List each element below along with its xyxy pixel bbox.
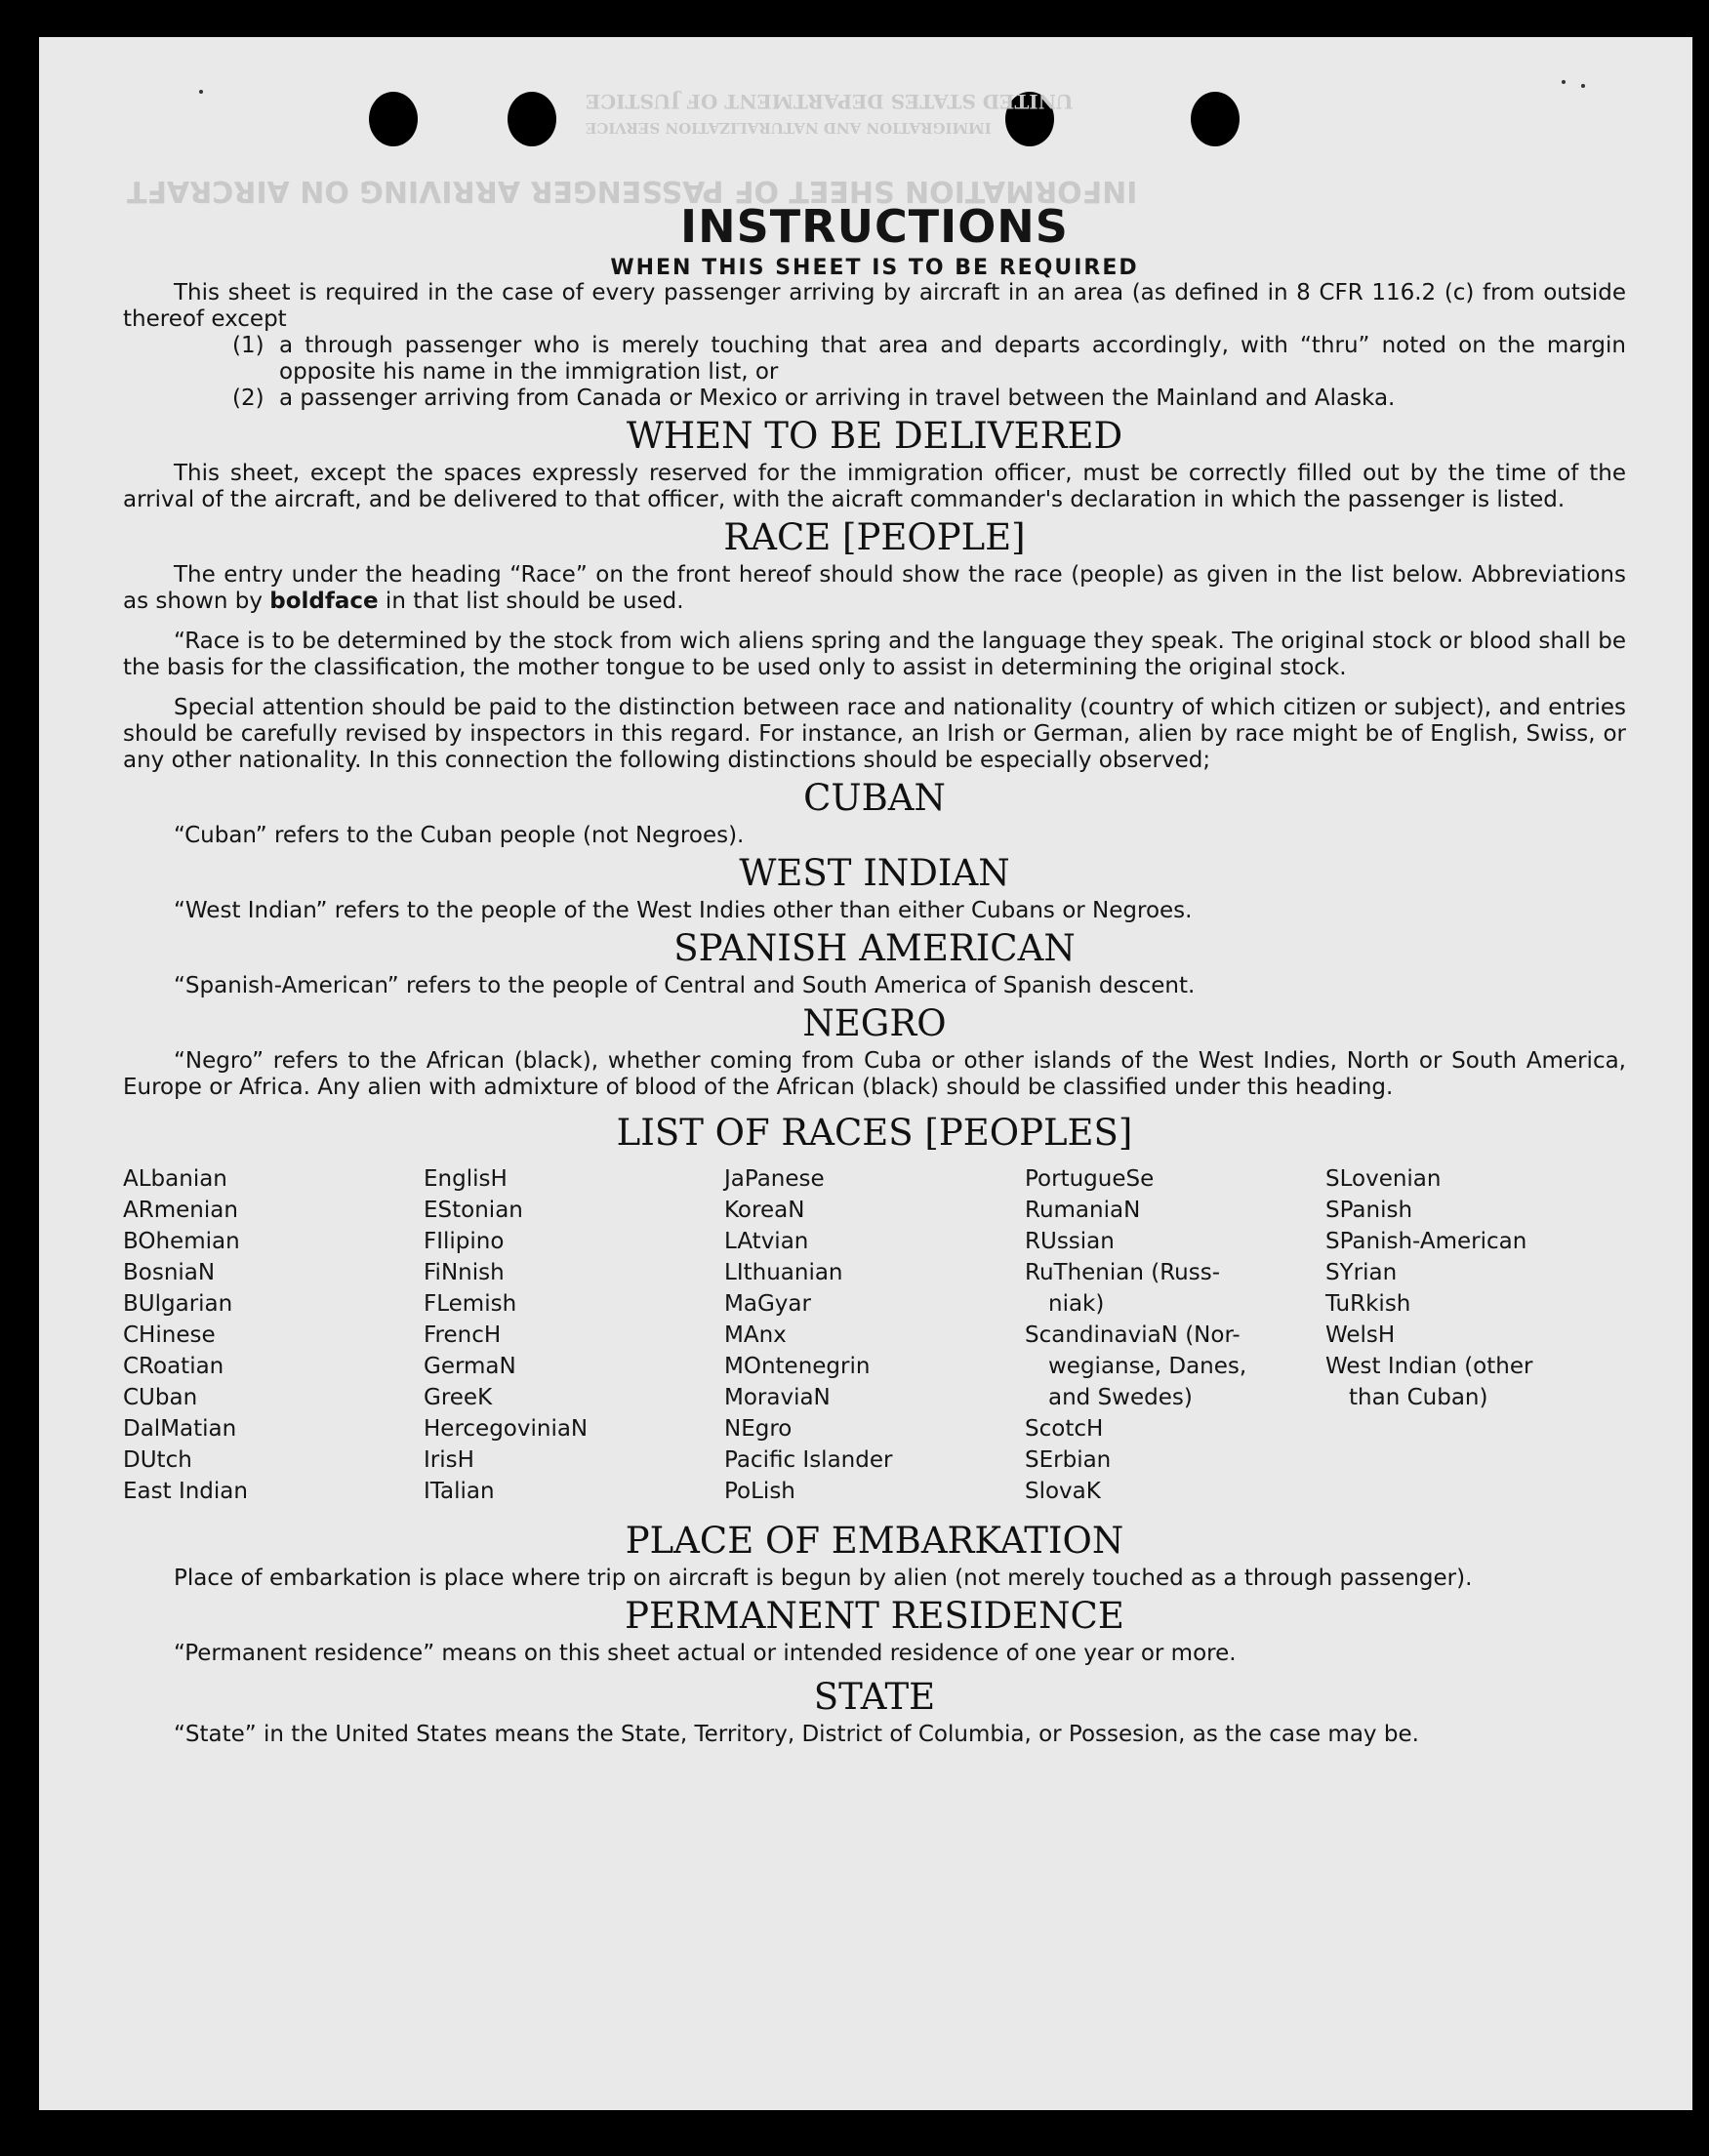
text-run: in that list should be used.	[378, 589, 684, 614]
race-entry: BosniaN	[123, 1260, 216, 1285]
heading-negro: NEGRO	[802, 1002, 947, 1044]
race-entry: ALbanian	[123, 1166, 227, 1192]
races-column	[424, 1163, 724, 1507]
race-entry: SErbian	[1025, 1447, 1112, 1473]
race-entry: DUtch	[123, 1447, 192, 1473]
race-entry: RuThenian (Russ-	[1025, 1260, 1221, 1285]
bold-word: boldface	[269, 589, 379, 614]
bleed-through-header: UNITED STATES DEPARTMENT OF JUSTICE	[586, 90, 1074, 113]
race-entry: West Indian (other	[1325, 1354, 1533, 1379]
race-entry: HercegoviniaN	[424, 1416, 589, 1442]
race-entry: CHinese	[123, 1322, 216, 1348]
races-table	[123, 1163, 1626, 1507]
race-entry: FIlipino	[424, 1229, 505, 1254]
race-entry: KoreaN	[724, 1198, 805, 1223]
paragraph-race-1	[123, 562, 1626, 615]
races-column	[123, 1163, 424, 1507]
race-entry: CUban	[123, 1385, 198, 1410]
race-entry: ITalian	[424, 1479, 495, 1504]
speck	[1562, 80, 1566, 84]
paragraph-state: “State” in the United States means the State, Territory, District of Columbia, or Possesion, as the case may be.	[174, 1722, 1419, 1747]
race-entry: ARmenian	[123, 1198, 238, 1223]
race-entry: GermaN	[424, 1354, 516, 1379]
race-entry: niak)	[1048, 1291, 1105, 1317]
paragraph-west-indian: “West Indian” refers to the people of the West Indies other than either Cubans or Negroes.	[174, 898, 1193, 923]
race-entry: than Cuban)	[1349, 1385, 1488, 1410]
race-entry: RumaniaN	[1025, 1198, 1141, 1223]
race-entry: SlovaK	[1025, 1479, 1101, 1504]
races-column	[1025, 1163, 1325, 1507]
race-entry: ScotcH	[1025, 1416, 1104, 1442]
punch-hole	[1191, 92, 1240, 146]
list-item	[232, 333, 1626, 386]
paragraph-race-2: “Race is to be determined by the stock from wich aliens spring and the language they speak. The original stock or blood shall be the basis for the classification, the mother tongue to be used only to assist in determining the original stock.	[123, 629, 1626, 680]
race-entry: SPanish	[1325, 1198, 1413, 1223]
heading-when-delivered: WHEN TO BE DELIVERED	[626, 415, 1123, 457]
race-entry: PortugueSe	[1025, 1166, 1155, 1192]
race-entry: MAnx	[724, 1322, 787, 1348]
speck	[199, 90, 203, 94]
heading-permanent-residence: PERMANENT RESIDENCE	[625, 1595, 1124, 1637]
list-text: a through passenger who is merely touching that area and departs accordingly, with “thru” noted on the margin opposite his name in the immigration list, or	[279, 333, 1626, 385]
paragraph-requirement: This sheet is required in the case of every passenger arriving by aircraft in an area (as defined in 8 CFR 116.2 (c) from outside thereof except	[123, 280, 1626, 332]
race-entry: BOhemian	[123, 1229, 240, 1254]
race-entry: NEgro	[724, 1416, 793, 1442]
list-number: (1)	[232, 333, 264, 358]
heading-spanish-american: SPANISH AMERICAN	[673, 927, 1076, 969]
races-column	[1325, 1163, 1626, 1507]
list-number: (2)	[232, 386, 264, 411]
race-entry: and Swedes)	[1048, 1385, 1193, 1410]
punch-hole	[369, 92, 418, 146]
race-entry: SLovenian	[1325, 1166, 1442, 1192]
text-run: The entry under the heading “Race” on the front hereof should show the race (people) as given in the list below. Abbreviations as shown by	[123, 562, 1626, 614]
heading-list-of-races: LIST OF RACES [PEOPLES]	[616, 1112, 1133, 1154]
race-entry: CRoatian	[123, 1354, 224, 1379]
heading-state: STATE	[813, 1676, 936, 1718]
race-entry: LIthuanian	[724, 1260, 843, 1285]
heading-place-of-embarkation: PLACE OF EMBARKATION	[625, 1520, 1124, 1562]
race-entry: WelsH	[1325, 1322, 1396, 1348]
race-entry: SYrian	[1325, 1260, 1398, 1285]
race-entry: wegianse, Danes,	[1048, 1354, 1247, 1379]
paragraph-delivered: This sheet, except the spaces expressly reserved for the immigration officer, must be correctly filled out by the time of the arrival of the aircraft, and be delivered to that officer, with the aicraft commander's declaration in which the passenger is listed.	[123, 461, 1626, 512]
race-entry: East Indian	[123, 1479, 248, 1504]
race-entry: LAtvian	[724, 1229, 809, 1254]
race-entry: EnglisH	[424, 1166, 508, 1192]
race-entry: SPanish-American	[1325, 1229, 1527, 1254]
bleed-through-title: INFORMATION SHEET OF PASSENGER ARRIVING ON AIRCRAFT	[127, 174, 1138, 208]
race-entry: FLemish	[424, 1291, 517, 1317]
heading-west-indian: WEST INDIAN	[739, 852, 1010, 894]
race-entry: TuRkish	[1325, 1291, 1411, 1317]
races-column	[724, 1163, 1025, 1507]
race-entry: ScandinaviaN (Nor-	[1025, 1322, 1241, 1348]
page-subtitle: WHEN THIS SHEET IS TO BE REQUIRED	[610, 256, 1139, 280]
race-entry: MaGyar	[724, 1291, 811, 1317]
paragraph-cuban: “Cuban” refers to the Cuban people (not Negroes).	[174, 823, 745, 848]
punch-hole	[508, 92, 556, 146]
race-entry: MOntenegrin	[724, 1354, 871, 1379]
race-entry: JaPanese	[724, 1166, 825, 1192]
speck	[1581, 84, 1585, 88]
heading-cuban: CUBAN	[803, 777, 946, 819]
document-sheet	[39, 37, 1692, 2110]
race-entry: Pacific Islander	[724, 1447, 893, 1473]
paragraph-residence: “Permanent residence” means on this sheet actual or intended residence of one year or more.	[174, 1641, 1237, 1666]
race-entry: FiNnish	[424, 1260, 505, 1285]
race-entry: EStonian	[424, 1198, 523, 1223]
race-entry: FrencH	[424, 1322, 502, 1348]
race-entry: RUssian	[1025, 1229, 1115, 1254]
paragraph-race-3: Special attention should be paid to the distinction between race and nationality (country of which citizen or subject), and entries should be carefully revised by inspectors in this regard. For instance, an Irish or German, alien by race might be of English, Swiss, or any other nationality. In this connection the following distinctions should be especially observed;	[123, 695, 1626, 773]
heading-race: RACE [PEOPLE]	[723, 516, 1026, 558]
list-text: a passenger arriving from Canada or Mexico or arriving in travel between the Mainland and Alaska.	[279, 386, 1396, 411]
paragraph-spanish-american: “Spanish-American” refers to the people of Central and South America of Spanish descent.	[174, 973, 1196, 998]
bleed-through-subheader: IMMIGRATION AND NATURALIZATION SERVICE	[586, 119, 992, 137]
race-entry: BUlgarian	[123, 1291, 233, 1317]
paragraph-negro: “Negro” refers to the African (black), whether coming from Cuba or other islands of the West Indies, North or South America, Europe or Africa. Any alien with admixture of blood of the African (black) should be classified under this heading.	[123, 1048, 1626, 1100]
page-title: INSTRUCTIONS	[680, 200, 1069, 253]
race-entry: DalMatian	[123, 1416, 237, 1442]
list-item	[232, 386, 1626, 412]
race-entry: PoLish	[724, 1479, 795, 1504]
paragraph-embarkation: Place of embarkation is place where trip on aircraft is begun by alien (not merely touched as a through passenger).	[174, 1566, 1473, 1591]
race-entry: GreeK	[424, 1385, 493, 1410]
race-entry: MoraviaN	[724, 1385, 831, 1410]
race-entry: IrisH	[424, 1447, 474, 1473]
instructions-content	[123, 158, 1626, 1748]
